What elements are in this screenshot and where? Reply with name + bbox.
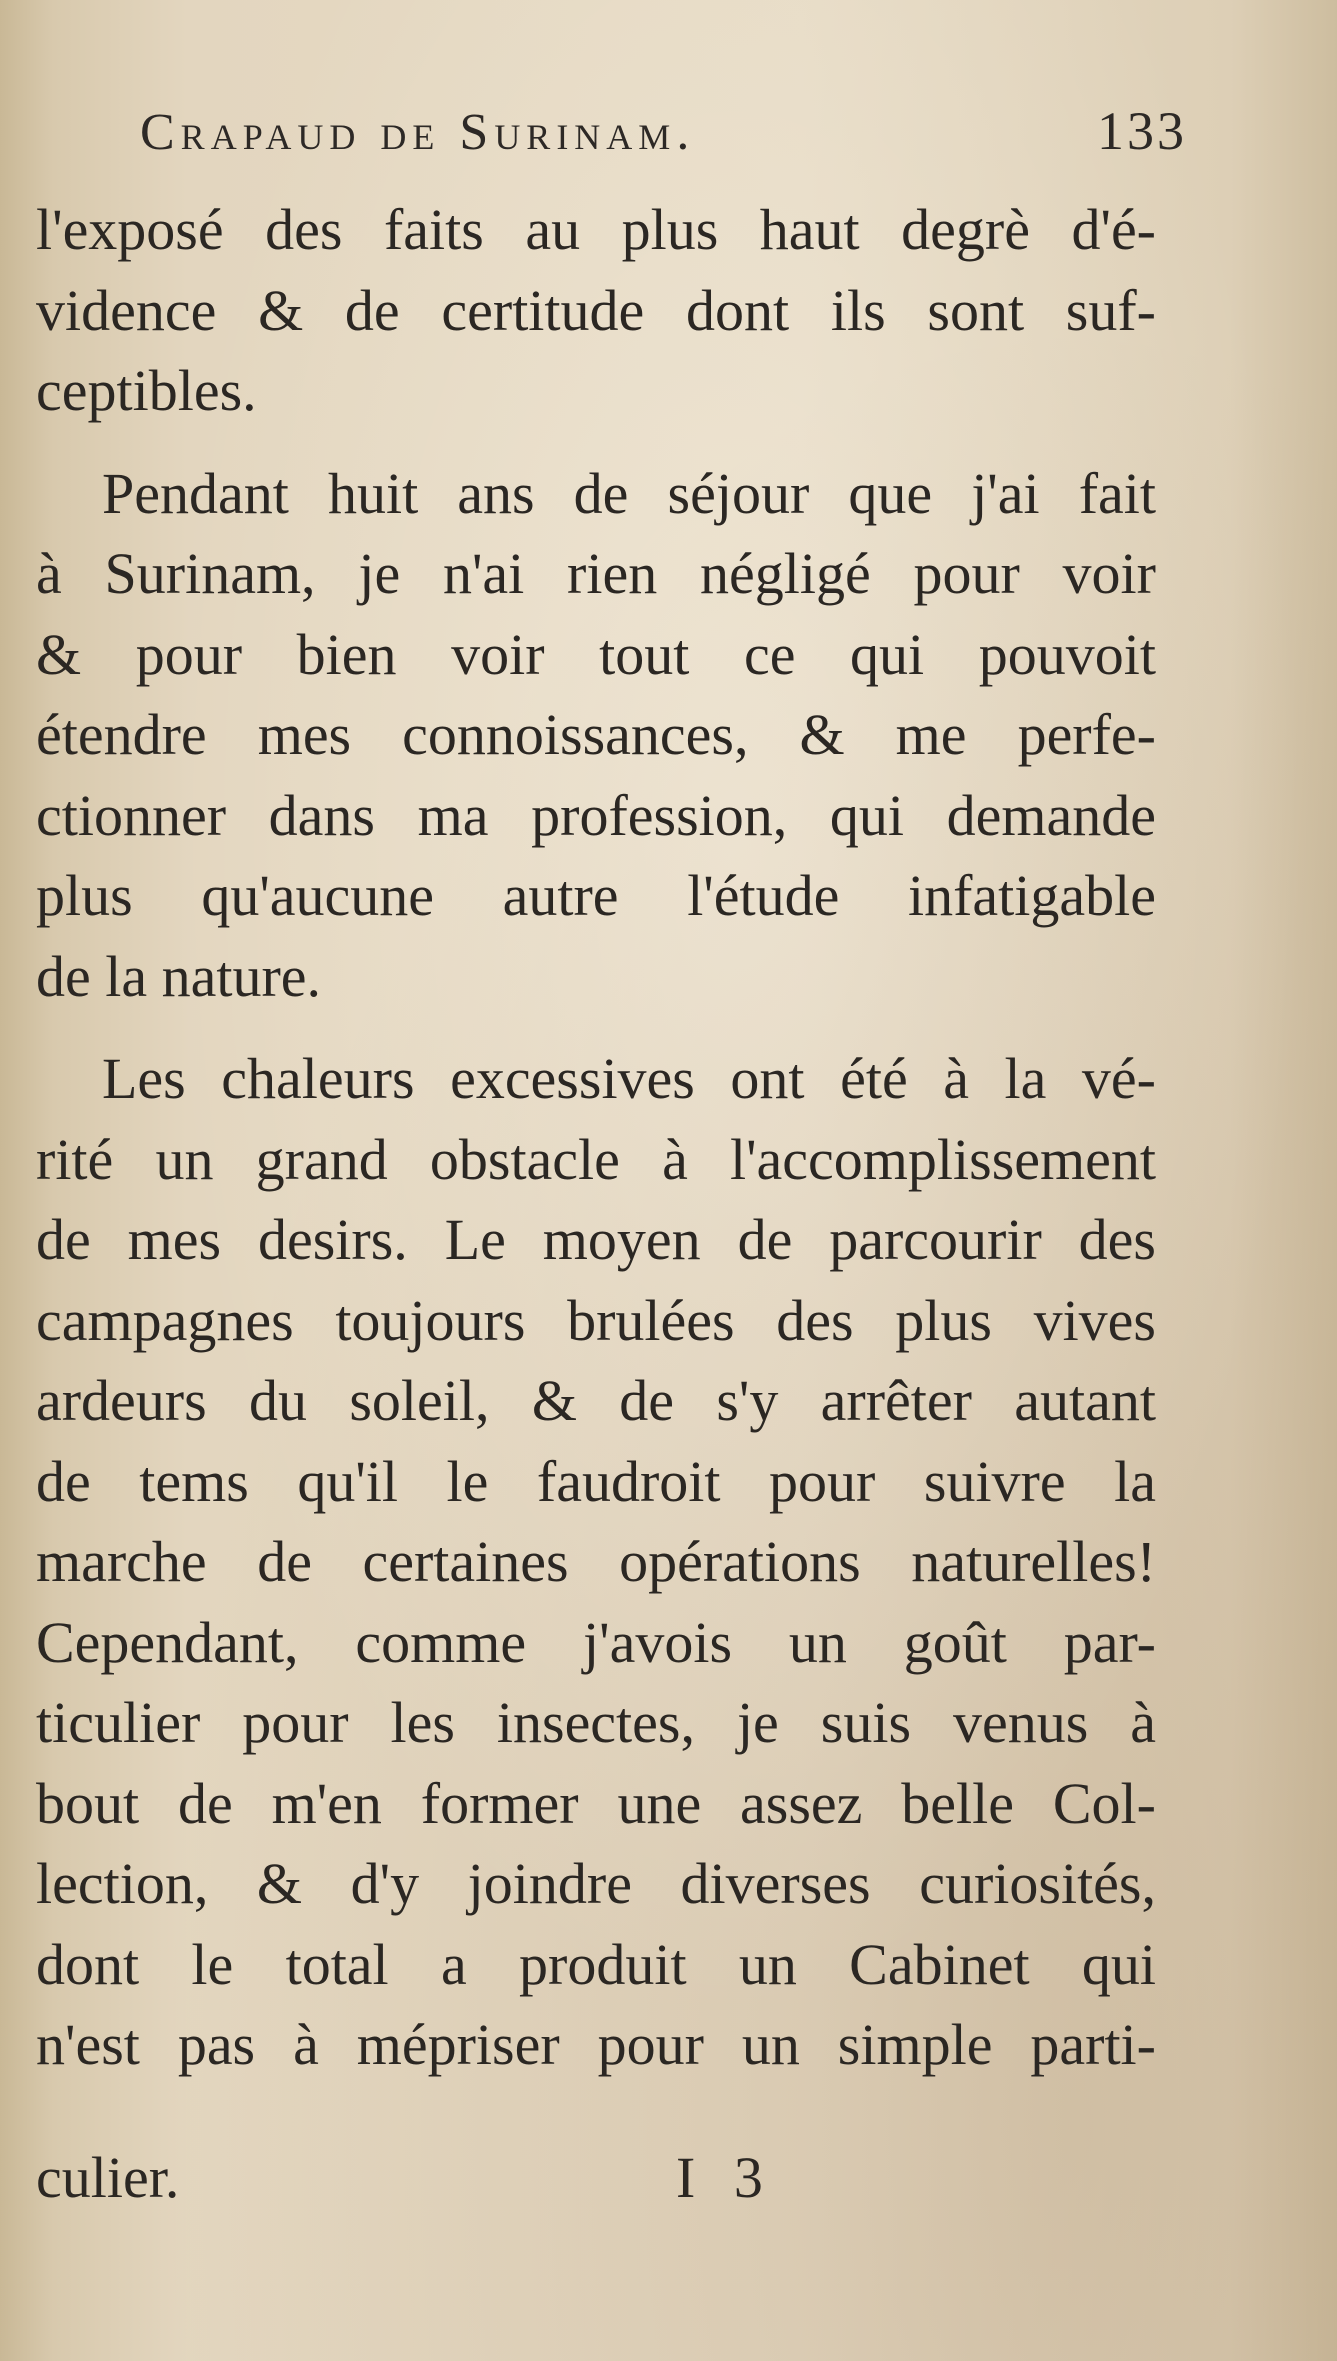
page-footer (36, 2144, 1156, 2224)
catchword: culier. (36, 2145, 180, 2210)
text-line: lection, & d'y joindre diverses curiosités, (36, 1851, 1156, 1916)
text-line: ardeurs du soleil, & de s'y arrêter autant (36, 1368, 1156, 1433)
text-line: campagnes toujours brulées des plus vives (36, 1287, 1156, 1353)
text-line: ctionner dans ma profession, qui demande (36, 782, 1156, 848)
text-line: plus qu'aucune autre l'étude infatigable (36, 863, 1156, 928)
running-title: Crapaud de Surinam. (140, 104, 696, 161)
text-line: ceptibles. (36, 358, 257, 423)
text-line: bout de m'en former une assez belle Col- (36, 1770, 1156, 1836)
text-line: Cependant, comme j'avois un goût par- (36, 1609, 1156, 1675)
text-line: dont le total a produit un Cabinet qui (36, 1931, 1156, 1997)
text-line: Les chaleurs excessives ont été à la vé- (102, 1046, 1156, 1111)
text-line: & pour bien voir tout ce qui pouvoit (36, 621, 1156, 687)
text-line: vidence & de certitude dont ils sont suf- (36, 277, 1156, 343)
text-line: ticulier pour les insectes, je suis venus à (36, 1690, 1156, 1755)
text-line: l'exposé des faits au plus haut degrè d'é- (36, 197, 1156, 262)
text-line: de la nature. (36, 943, 322, 1009)
paragraph-gap (36, 432, 1156, 454)
text-line: à Surinam, je n'ai rien négligé pour voir (36, 541, 1156, 606)
text-line: rité un grand obstacle à l'accomplissement (36, 1126, 1156, 1192)
page-number: 133 (1097, 101, 1187, 161)
text-line: Pendant huit ans de séjour que j'ai fait (102, 460, 1156, 526)
running-head (140, 100, 1187, 180)
signature-mark: I 3 (676, 2145, 775, 2210)
text-line: marche de certaines opérations naturelles! (36, 1529, 1156, 1594)
text-line: de mes desirs. Le moyen de parcourir des (36, 1207, 1156, 1272)
text-line: étendre mes connoissances, & me perfe- (36, 702, 1156, 767)
paragraph-gap (36, 1017, 1156, 1039)
text-line: de tems qu'il le faudroit pour suivre la (36, 1448, 1156, 1514)
body-text (36, 190, 1156, 2086)
text-line: n'est pas à mépriser pour un simple parti- (36, 2012, 1156, 2077)
